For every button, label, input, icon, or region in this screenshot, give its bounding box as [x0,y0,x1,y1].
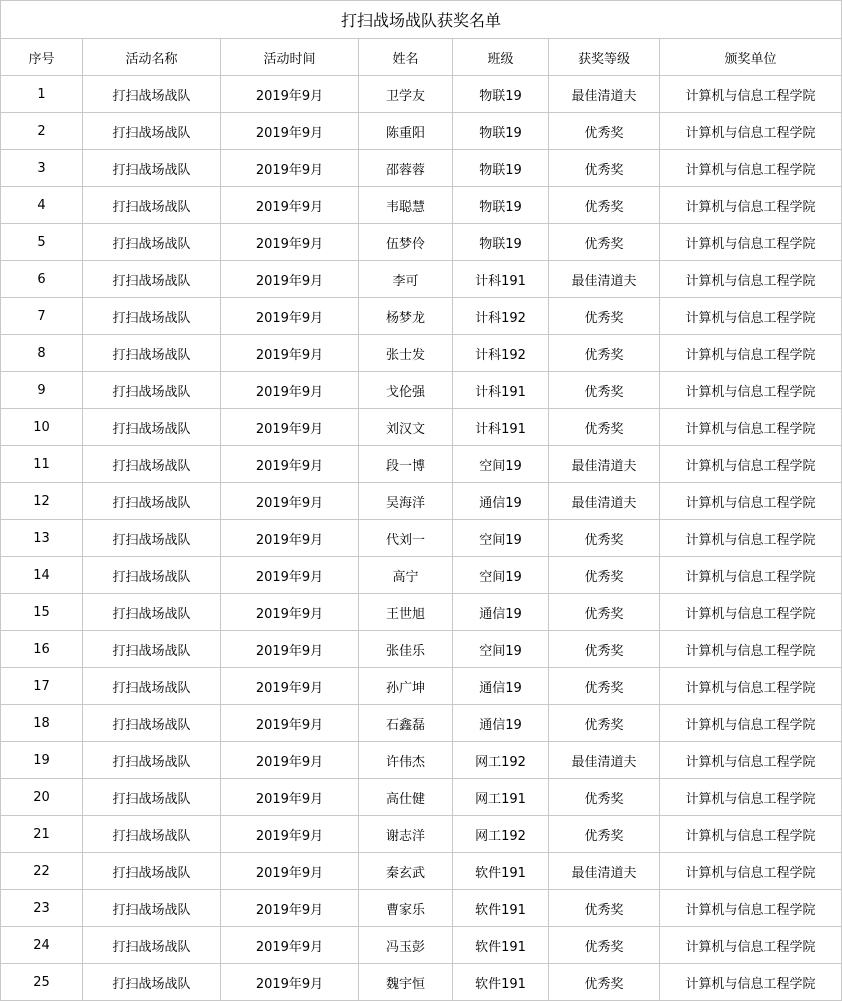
table-row [1,409,842,446]
cell-index: 8 [1,335,83,372]
cell-issuer: 计算机与信息工程学院 [660,668,842,705]
cell-index: 3 [1,150,83,187]
column-header-activity: 活动名称 [83,39,221,76]
table-row [1,187,842,224]
table-row [1,853,842,890]
cell-issuer: 计算机与信息工程学院 [660,964,842,1001]
cell-activity: 打扫战场战队 [83,298,221,335]
cell-activity: 打扫战场战队 [83,187,221,224]
cell-index: 25 [1,964,83,1001]
cell-index: 20 [1,779,83,816]
cell-date: 2019年9月 [221,483,359,520]
table-body [1,76,842,1001]
cell-activity: 打扫战场战队 [83,631,221,668]
cell-award-level: 优秀奖 [549,927,660,964]
cell-name: 刘汉文 [359,409,453,446]
cell-activity: 打扫战场战队 [83,224,221,261]
table-row [1,594,842,631]
cell-class: 通信19 [453,483,549,520]
cell-class: 软件191 [453,853,549,890]
cell-name: 戈伦强 [359,372,453,409]
cell-issuer: 计算机与信息工程学院 [660,76,842,113]
cell-award-level: 最佳清道夫 [549,483,660,520]
table-row [1,372,842,409]
table-head [1,1,842,76]
table-row [1,76,842,113]
cell-issuer: 计算机与信息工程学院 [660,594,842,631]
cell-issuer: 计算机与信息工程学院 [660,927,842,964]
cell-issuer: 计算机与信息工程学院 [660,224,842,261]
cell-name: 冯玉彭 [359,927,453,964]
cell-date: 2019年9月 [221,779,359,816]
cell-activity: 打扫战场战队 [83,594,221,631]
cell-activity: 打扫战场战队 [83,927,221,964]
cell-date: 2019年9月 [221,890,359,927]
cell-issuer: 计算机与信息工程学院 [660,150,842,187]
cell-date: 2019年9月 [221,76,359,113]
cell-name: 曹家乐 [359,890,453,927]
table-row [1,890,842,927]
table-row [1,150,842,187]
cell-date: 2019年9月 [221,853,359,890]
cell-activity: 打扫战场战队 [83,446,221,483]
cell-name: 代刘一 [359,520,453,557]
cell-award-level: 优秀奖 [549,298,660,335]
cell-class: 网工192 [453,742,549,779]
cell-issuer: 计算机与信息工程学院 [660,335,842,372]
cell-issuer: 计算机与信息工程学院 [660,853,842,890]
cell-issuer: 计算机与信息工程学院 [660,113,842,150]
cell-date: 2019年9月 [221,372,359,409]
cell-name: 邵蓉蓉 [359,150,453,187]
table-row [1,113,842,150]
column-header-index: 序号 [1,39,83,76]
table-row [1,261,842,298]
cell-name: 吴海洋 [359,483,453,520]
cell-activity: 打扫战场战队 [83,483,221,520]
cell-date: 2019年9月 [221,187,359,224]
cell-award-level: 优秀奖 [549,372,660,409]
cell-name: 高仕健 [359,779,453,816]
cell-index: 10 [1,409,83,446]
cell-issuer: 计算机与信息工程学院 [660,890,842,927]
cell-issuer: 计算机与信息工程学院 [660,483,842,520]
cell-index: 17 [1,668,83,705]
cell-award-level: 优秀奖 [549,224,660,261]
cell-date: 2019年9月 [221,150,359,187]
cell-issuer: 计算机与信息工程学院 [660,446,842,483]
cell-award-level: 最佳清道夫 [549,261,660,298]
cell-activity: 打扫战场战队 [83,705,221,742]
cell-award-level: 优秀奖 [549,335,660,372]
cell-issuer: 计算机与信息工程学院 [660,409,842,446]
cell-index: 12 [1,483,83,520]
cell-index: 4 [1,187,83,224]
cell-date: 2019年9月 [221,668,359,705]
cell-index: 11 [1,446,83,483]
cell-name: 李可 [359,261,453,298]
cell-class: 物联19 [453,224,549,261]
cell-date: 2019年9月 [221,446,359,483]
cell-index: 19 [1,742,83,779]
cell-award-level: 优秀奖 [549,557,660,594]
cell-issuer: 计算机与信息工程学院 [660,631,842,668]
cell-index: 22 [1,853,83,890]
cell-award-level: 优秀奖 [549,594,660,631]
cell-activity: 打扫战场战队 [83,261,221,298]
cell-class: 网工191 [453,779,549,816]
cell-date: 2019年9月 [221,594,359,631]
cell-issuer: 计算机与信息工程学院 [660,779,842,816]
cell-issuer: 计算机与信息工程学院 [660,557,842,594]
cell-award-level: 优秀奖 [549,816,660,853]
cell-date: 2019年9月 [221,631,359,668]
cell-award-level: 优秀奖 [549,779,660,816]
table-row [1,927,842,964]
cell-date: 2019年9月 [221,557,359,594]
cell-name: 秦玄武 [359,853,453,890]
cell-class: 物联19 [453,113,549,150]
column-header-award-level: 获奖等级 [549,39,660,76]
column-header-date: 活动时间 [221,39,359,76]
table-row [1,520,842,557]
cell-index: 2 [1,113,83,150]
cell-award-level: 最佳清道夫 [549,446,660,483]
cell-name: 谢志洋 [359,816,453,853]
table-row [1,964,842,1001]
cell-activity: 打扫战场战队 [83,520,221,557]
cell-activity: 打扫战场战队 [83,742,221,779]
cell-name: 杨梦龙 [359,298,453,335]
cell-class: 空间19 [453,520,549,557]
header-row [1,39,842,76]
cell-name: 段一博 [359,446,453,483]
cell-award-level: 优秀奖 [549,631,660,668]
cell-class: 软件191 [453,927,549,964]
cell-date: 2019年9月 [221,113,359,150]
cell-activity: 打扫战场战队 [83,853,221,890]
cell-award-level: 优秀奖 [549,409,660,446]
cell-name: 高宁 [359,557,453,594]
cell-class: 空间19 [453,631,549,668]
cell-date: 2019年9月 [221,409,359,446]
cell-award-level: 优秀奖 [549,668,660,705]
cell-name: 孙广坤 [359,668,453,705]
cell-activity: 打扫战场战队 [83,779,221,816]
cell-activity: 打扫战场战队 [83,372,221,409]
cell-activity: 打扫战场战队 [83,557,221,594]
cell-issuer: 计算机与信息工程学院 [660,187,842,224]
table-row [1,779,842,816]
cell-class: 物联19 [453,76,549,113]
cell-name: 石鑫磊 [359,705,453,742]
cell-award-level: 优秀奖 [549,113,660,150]
cell-class: 计科191 [453,372,549,409]
cell-class: 计科191 [453,261,549,298]
cell-activity: 打扫战场战队 [83,964,221,1001]
table-row [1,224,842,261]
cell-index: 14 [1,557,83,594]
table-row [1,816,842,853]
cell-class: 物联19 [453,187,549,224]
cell-issuer: 计算机与信息工程学院 [660,520,842,557]
cell-name: 张士发 [359,335,453,372]
cell-class: 网工192 [453,816,549,853]
table-row [1,335,842,372]
table-row [1,631,842,668]
cell-date: 2019年9月 [221,261,359,298]
cell-activity: 打扫战场战队 [83,335,221,372]
cell-index: 13 [1,520,83,557]
cell-award-level: 优秀奖 [549,150,660,187]
table-title: 打扫战场战队获奖名单 [1,1,842,39]
cell-index: 23 [1,890,83,927]
cell-index: 24 [1,927,83,964]
table-row [1,446,842,483]
cell-index: 21 [1,816,83,853]
column-header-name: 姓名 [359,39,453,76]
column-header-class: 班级 [453,39,549,76]
cell-class: 软件191 [453,890,549,927]
cell-class: 计科192 [453,335,549,372]
title-row [1,1,842,39]
cell-date: 2019年9月 [221,335,359,372]
cell-name: 陈重阳 [359,113,453,150]
cell-class: 空间19 [453,446,549,483]
cell-activity: 打扫战场战队 [83,76,221,113]
cell-class: 通信19 [453,668,549,705]
cell-date: 2019年9月 [221,520,359,557]
cell-issuer: 计算机与信息工程学院 [660,705,842,742]
cell-class: 通信19 [453,594,549,631]
cell-award-level: 最佳清道夫 [549,742,660,779]
cell-name: 卫学友 [359,76,453,113]
cell-index: 7 [1,298,83,335]
table-row [1,742,842,779]
cell-index: 6 [1,261,83,298]
table-row [1,483,842,520]
cell-date: 2019年9月 [221,964,359,1001]
cell-name: 韦聪慧 [359,187,453,224]
cell-index: 18 [1,705,83,742]
cell-name: 许伟杰 [359,742,453,779]
cell-class: 计科192 [453,298,549,335]
cell-name: 魏宇恒 [359,964,453,1001]
cell-class: 软件191 [453,964,549,1001]
cell-name: 王世旭 [359,594,453,631]
cell-award-level: 优秀奖 [549,520,660,557]
cell-activity: 打扫战场战队 [83,409,221,446]
cell-date: 2019年9月 [221,224,359,261]
cell-date: 2019年9月 [221,705,359,742]
cell-activity: 打扫战场战队 [83,113,221,150]
table-row [1,557,842,594]
cell-index: 5 [1,224,83,261]
cell-issuer: 计算机与信息工程学院 [660,298,842,335]
cell-class: 空间19 [453,557,549,594]
cell-date: 2019年9月 [221,927,359,964]
cell-issuer: 计算机与信息工程学院 [660,372,842,409]
cell-activity: 打扫战场战队 [83,150,221,187]
table-row [1,298,842,335]
cell-award-level: 最佳清道夫 [549,853,660,890]
cell-award-level: 优秀奖 [549,964,660,1001]
cell-index: 1 [1,76,83,113]
cell-activity: 打扫战场战队 [83,668,221,705]
cell-award-level: 优秀奖 [549,187,660,224]
cell-activity: 打扫战场战队 [83,816,221,853]
cell-date: 2019年9月 [221,816,359,853]
cell-index: 9 [1,372,83,409]
cell-name: 张佳乐 [359,631,453,668]
table-row [1,668,842,705]
cell-issuer: 计算机与信息工程学院 [660,261,842,298]
cell-class: 物联19 [453,150,549,187]
cell-activity: 打扫战场战队 [83,890,221,927]
cell-date: 2019年9月 [221,742,359,779]
cell-award-level: 优秀奖 [549,705,660,742]
table-row [1,705,842,742]
column-header-issuer: 颁奖单位 [660,39,842,76]
cell-index: 15 [1,594,83,631]
cell-class: 通信19 [453,705,549,742]
cell-award-level: 最佳清道夫 [549,76,660,113]
cell-index: 16 [1,631,83,668]
cell-name: 伍梦伶 [359,224,453,261]
cell-date: 2019年9月 [221,298,359,335]
cell-award-level: 优秀奖 [549,890,660,927]
cell-issuer: 计算机与信息工程学院 [660,742,842,779]
cell-issuer: 计算机与信息工程学院 [660,816,842,853]
cell-class: 计科191 [453,409,549,446]
